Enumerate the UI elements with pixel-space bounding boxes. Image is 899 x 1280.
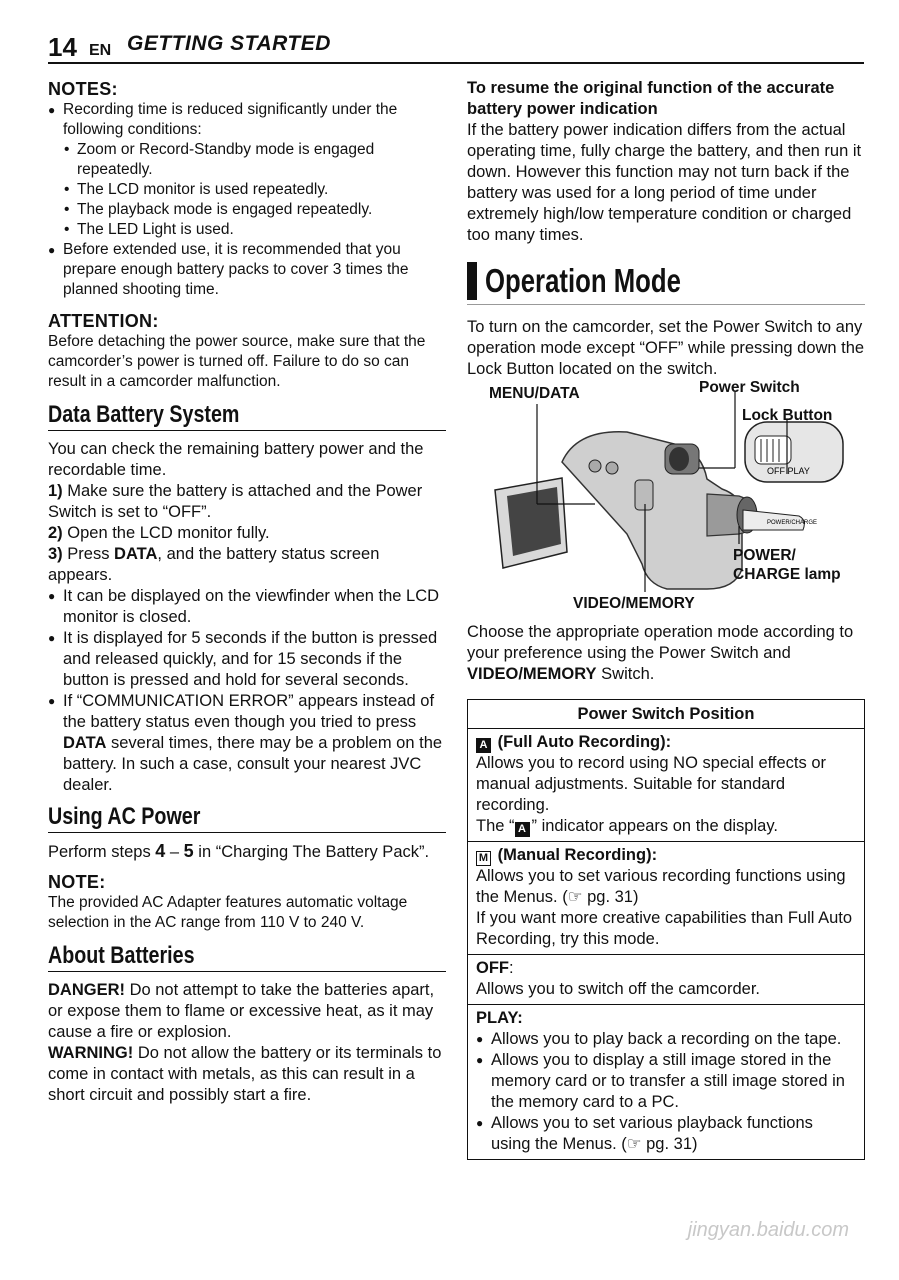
data-battery-bullet-1: ● It can be displayed on the viewfinder when the LCD monitor is closed. — [48, 586, 446, 628]
notes-sub-3: • The playback mode is engaged repeatedly. — [48, 200, 446, 220]
notes-sub-1: • Zoom or Record-Standby mode is engaged repeatedly. — [48, 140, 446, 180]
play-item-1: ● Allows you to play back a recording on the tape. — [476, 1029, 856, 1050]
section-title: GETTING STARTED — [127, 32, 331, 55]
ac-power-text: Perform steps 4 – 5 in “Charging The Battery Pack”. — [48, 841, 430, 861]
switch-label: OFF PLAY — [767, 466, 810, 476]
table-row-manual: M (Manual Recording): Allows you to set various recording functions using the Menus. (☞ pg. 31) If you want more creative capabilities than Full Auto Recording, try this mode. — [468, 842, 864, 955]
play-item-3: ● Allows you to set various playback functions using the Menus. (☞ pg. 31) — [476, 1113, 856, 1155]
table-row-off: OFF: Allows you to switch off the camcorder. — [468, 955, 864, 1005]
data-battery-step-2: 2) Open the LCD monitor fully. — [48, 524, 270, 542]
operation-mode-heading — [467, 260, 865, 305]
watermark: jingyan.baidu.com — [687, 1219, 849, 1241]
batteries-title: About Batteries — [48, 942, 195, 969]
label-power-switch: Power Switch — [699, 379, 800, 396]
data-battery-intro: You can check the remaining battery power and the recordable time. — [48, 440, 424, 479]
resume-text: If the battery power indication differs from the actual operating time, fully charge the battery, and then run it down. However this function may not turn back if the battery was used for a long period of time under extremely high/low temperature condition or charged too many times. — [467, 121, 862, 244]
data-battery-title: Data Battery System — [48, 401, 240, 428]
camcorder-figure — [467, 379, 865, 616]
resume-heading: To resume the original function of the accurate battery power indication — [467, 79, 835, 118]
ac-note-heading: NOTE: — [48, 872, 106, 892]
label-power-charge-lamp: POWER/ CHARGE lamp — [733, 547, 841, 583]
data-battery-bullet-3: ● If “COMMUNICATION ERROR” appears instead of the battery status even though you tried to press DATA several times, there may be a problem on the battery. In such a case, consult your nearest JVC dealer. — [48, 691, 446, 796]
ac-note-text: The provided AC Adapter features automatic voltage selection in the AC range from 110 V to 240 V. — [48, 894, 408, 931]
full-auto-icon: A — [476, 738, 491, 753]
table-header: Power Switch Position — [468, 700, 864, 729]
page-language: EN — [89, 42, 112, 59]
choose-mode-text: Choose the appropriate operation mode according to your preference using the Power Switch and VIDEO/MEMORY Switch. — [467, 623, 854, 683]
warning-text: WARNING! Do not allow the battery or its terminals to come in contact with metals, as this can result in a short circuit and possibly start a fire. — [48, 1044, 442, 1104]
manual-icon: M — [476, 851, 491, 866]
play-item-2: ● Allows you to display a still image stored in the memory card or to transfer a still image stored in the memory card to a PC. — [476, 1050, 856, 1113]
right-column — [467, 78, 865, 1160]
page-header — [48, 30, 864, 64]
ac-power-heading — [48, 802, 446, 833]
full-auto-indicator-icon: A — [515, 822, 530, 837]
page-number: 14 — [48, 32, 77, 62]
table-row-play: PLAY: ● Allows you to play back a recording on the tape. ● Allows you to display a still image stored in the memory card or to transfer a still image stored in the memory card to a PC. ● Allows you to set various playback functions using the Menus. (☞ pg. 31) — [468, 1005, 864, 1159]
data-battery-heading — [48, 400, 446, 431]
lamp-label: POWER/CHARGE — [767, 520, 818, 526]
notes-sub-2: • The LCD monitor is used repeatedly. — [48, 180, 446, 200]
attention-heading: ATTENTION: — [48, 311, 159, 331]
data-battery-bullet-2: ● It is displayed for 5 seconds if the button is pressed and released quickly, and for 15 seconds if the button is pressed and hold for several seconds. — [48, 628, 446, 691]
heading-bar — [467, 262, 477, 300]
power-switch-table — [467, 699, 865, 1160]
notes-bullet-2: ● Before extended use, it is recommended that you prepare enough battery packs to cover 3 times the planned shooting time. — [48, 240, 446, 300]
attention-text: Before detaching the power source, make sure that the camcorder’s power is turned off. Failure to do so can result in a camcorder malfunction. — [48, 333, 426, 390]
table-row-full-auto: A (Full Auto Recording): Allows you to record using NO special effects or manual adjustments. Suitable for standard recording. The “ A ” indicator appears on the display. — [468, 729, 864, 842]
batteries-heading — [48, 941, 446, 972]
notes-bullet-1: ● Recording time is reduced significantly under the following conditions: — [48, 100, 446, 140]
danger-text: DANGER! Do not attempt to take the batteries apart, or expose them to flame or excessive heat, as it may cause a fire or explosion. — [48, 981, 435, 1041]
data-battery-step-1: 1) Make sure the battery is attached and the Power Switch is set to “OFF”. — [48, 482, 423, 521]
operation-intro: To turn on the camcorder, set the Power Switch to any operation mode except “OFF” while pressing down the Lock Button located on the switch. — [467, 318, 865, 378]
label-lock-button: Lock Button — [742, 407, 833, 424]
data-battery-step-3: 3) Press DATA, and the battery status screen appears. — [48, 545, 380, 584]
operation-mode-title: Operation Mode — [485, 262, 681, 299]
notes-sub-4: • The LED Light is used. — [48, 220, 446, 240]
label-video-memory: VIDEO/MEMORY — [573, 595, 695, 612]
label-menu-data: MENU/DATA — [489, 385, 580, 402]
notes-heading: NOTES: — [48, 79, 118, 99]
ac-power-title: Using AC Power — [48, 803, 201, 830]
left-column — [48, 78, 446, 1106]
